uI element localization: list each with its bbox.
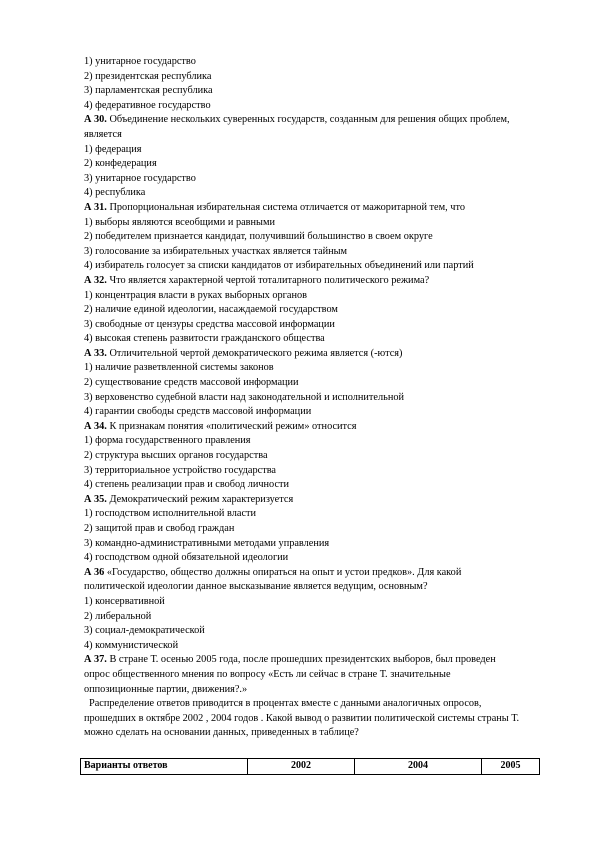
question-line [84,201,520,216]
answer-option-text: 1) форма государственного правления [84,435,251,447]
document-content [84,55,520,741]
answer-option-line [84,449,520,464]
answer-option-line [84,537,520,552]
answer-option-text: 1) наличие разветвленной системы законов [84,362,274,374]
answer-option-line [84,318,520,333]
answer-option-text: 2) существование средств массовой информации [84,377,299,389]
question-number: А 30. [84,114,107,126]
question-line [84,493,520,508]
question-number: А 35. [84,493,107,505]
answer-option-line [84,376,520,391]
answer-option-text: 4) избиратель голосует за списки кандидатов от избирательных объединений или партий [84,260,474,272]
answer-option-text: 3) командно-административными методами управления [84,537,330,549]
answer-option-text: 3) унитарное государство [84,172,196,184]
question-number: А 36 [84,566,105,578]
answer-option-text: 3) голосование за избирательных участках является тайным [84,245,348,257]
answer-option-line [84,522,520,537]
answer-option-text: 2) защитой прав и свобод граждан [84,523,235,534]
answer-option-text: 3) социал-демократической [84,625,205,637]
question-text: К признакам понятия «политический режим» относится [106,420,357,432]
answer-option-line [84,391,520,406]
answer-option-text: 2) структура высших органов государства [84,450,268,462]
answer-option-line [84,610,520,625]
answer-option-line [84,303,520,318]
question-line [84,347,520,362]
answer-option-text: 2) президентская республика [84,70,212,82]
answer-option-text: 1) господством исполнительной власти [84,508,257,520]
answer-option-text: 3) верховенство судебной власти над законодательной и исполнительной [84,391,404,403]
answer-option-text: 1) унитарное государство [84,56,196,67]
answer-option-text: 3) территориальное устройство государства [84,464,276,476]
question-line [84,653,520,697]
question-line [84,420,520,435]
answer-option-text: 1) консервативной [84,595,165,607]
question-text: Отличительной чертой демократического режима является (-ются) [106,347,403,359]
question-number: А 37. [84,654,107,666]
question-number: А 34. [84,420,107,432]
answer-option-text: 4) коммунистической [84,639,179,651]
answer-option-line [84,186,520,201]
answer-option-text: 1) федерация [84,143,142,155]
table-header-row [81,759,540,775]
answer-option-line [84,143,520,158]
answer-option-text: 2) конфедерация [84,158,157,170]
answer-option-line [84,230,520,245]
answer-option-text: 4) степень реализации прав и свобод личности [84,479,290,491]
table-header-cell-2004: 2004 [355,759,482,775]
answer-option-line [84,332,520,347]
answer-option-text: 4) господством одной обязательной идеологии [84,552,289,564]
answer-option-text: 4) федеративное государство [84,99,211,111]
question-line [84,113,520,142]
answer-option-text: 4) высокая степень развитости гражданского общества [84,333,325,345]
question-number: А 33. [84,347,107,359]
answer-option-text: 3) парламентская республика [84,85,213,97]
answer-option-line [84,361,520,376]
answer-option-line [84,478,520,493]
question-number: А 32. [84,274,107,286]
answer-option-line [84,70,520,85]
table-header-cell-2002: 2002 [248,759,355,775]
answers-table [80,758,540,775]
answer-option-line [84,84,520,99]
answer-option-line [84,289,520,304]
answer-option-line [84,405,520,420]
answer-option-text: 2) либеральной [84,610,152,622]
answer-option-line [84,639,520,654]
question-line [84,274,520,289]
answer-option-line [84,507,520,522]
answer-option-text: 3) свободные от цензуры средства массовой информации [84,318,335,330]
answer-option-text: 2) наличие единой идеологии, насаждаемой государством [84,304,338,316]
answer-option-line [84,595,520,610]
answer-option-text: 1) выборы являются всеобщими и равными [84,216,275,228]
answer-option-text: 4) гарантии свободы средств массовой информации [84,406,312,418]
answer-option-text: 2) победителем признается кандидат, получивший большинство в своем округе [84,231,433,243]
answer-option-line [84,216,520,231]
answer-option-line [84,464,520,479]
answer-option-line [84,157,520,172]
table-header-cell-options: Варианты ответов [81,759,248,775]
question-number: А 31. [84,201,107,213]
answer-option-line [84,259,520,274]
answer-option-line [84,245,520,260]
question-line [84,566,520,595]
answer-option-text: 4) республика [84,187,146,199]
question-text: Объединение нескольких суверенных государств, созданным для решения общих проблем, является [84,114,510,140]
answer-option-line [84,172,520,187]
question-text: В стране Т. осенью 2005 года, после прошедших президентских выборов, был проведен опрос общественного мнения по вопросу «Есть ли сейчас в стране Т. значительные оппозиционные партии, движения?.» [84,654,496,695]
answer-option-line [84,55,520,70]
question-text: Пропорциональная избирательная система отличается от мажоритарной тем, что [106,201,465,213]
question-text: Демократический режим характеризуется [106,493,294,505]
answer-option-line [84,624,520,639]
answer-option-text: 1) концентрация власти в руках выборных органов [84,289,307,301]
table-header-cell-2005: 2005 [482,759,540,775]
answer-option-line [84,434,520,449]
answer-option-line [84,99,520,114]
instruction-paragraph: Распределение ответов приводится в процентах вместе с данными аналогичных опросов, прошедших в октябре 2002 , 2004 годов . Какой вывод о развитии политической системы страны Т. можно сделать на основании данных, приведенных в таблице? [84,698,520,739]
question-text: «Государство, общество должны опираться на опыт и устои предков». Для какой политической идеологии данное высказывание является ведущим, основным? [84,566,462,593]
question-text: Что является характерной чертой тоталитарного политического режима? [106,274,430,286]
answer-option-line [84,551,520,566]
